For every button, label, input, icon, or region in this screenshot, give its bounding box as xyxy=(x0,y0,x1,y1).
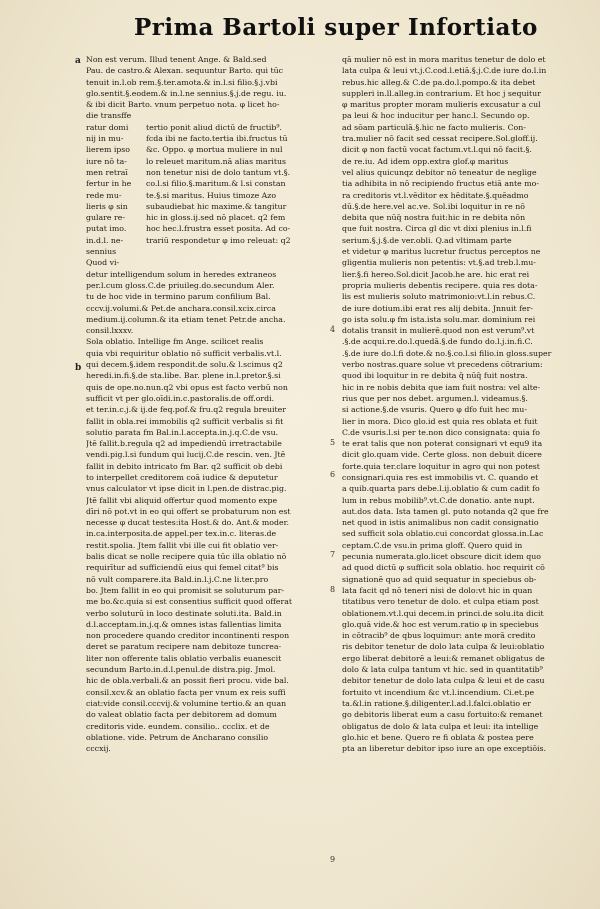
text-line: sufficit vt per glo.oīdi.in.c.pastoralis.de off.ordi. xyxy=(86,393,275,403)
text-line: et videtur φ maritus lucretur fructus perceptos ne xyxy=(342,247,541,257)
text-line: si actione.§.de vsuris. Quero φ dfo fuit hec mu- xyxy=(342,405,527,415)
text-line: dū.§.de here.vel ac.ve. Sol.ibi loquitur in re nō xyxy=(342,201,525,211)
text-line: fallit in obla.rei immobilis q2 sufficit verbalis si fit xyxy=(86,416,284,426)
text-line: trariū respondetur φ imo releuat: q2 xyxy=(146,235,291,245)
text-line: titatibus vero tenetur de dolo. et culpa etiam post xyxy=(342,597,539,607)
text-line: hoc hec.l.frustra esset posita. Ad co- xyxy=(146,224,291,234)
margin-number-9: 9 xyxy=(330,855,336,864)
text-line: vel alius quicunqz debitor nō teneatur de neglige xyxy=(342,167,537,177)
text-line: lierem ipso xyxy=(86,145,130,155)
text-line: nō vult comparere.ita Bald.in.l.j.C.ne li.ter.pro xyxy=(86,574,269,584)
text-line: go ista solu.φ fm ista.ista solu.mar. dominium rei xyxy=(342,314,536,324)
text-line: deret se paratum recipere nam debitoze tuncrea- xyxy=(86,642,282,652)
text-line: die transffe xyxy=(86,111,132,121)
text-line: liter non offerente talis oblatio verbalis euanescit xyxy=(86,653,282,663)
text-line: secundum Barto.in.d.l.penul.de distra.pig. Jmol. xyxy=(86,665,276,675)
text-line: serium.§.j.§.de ver.obli. Q.ad vltimam parte xyxy=(342,235,512,245)
text-line: Jtē fallit.b.regula q2 ad impediendū irretractabile xyxy=(86,439,282,449)
text-line: debitor tenetur de dolo lata culpa & leui et de casu xyxy=(342,676,545,686)
margin-number-8: 8 xyxy=(330,585,336,594)
text-line: ad quod dictū φ sufficit sola oblatio. hoc requirit cō xyxy=(342,563,545,573)
running-head: Prima Bartoli super Infortiato xyxy=(134,14,538,41)
text-line: obligatus de dolo & lata culpa et leui: ita intellige xyxy=(342,721,539,731)
text-line: restit.spolia. Jtem fallit vbi ille cui fit oblatio ver- xyxy=(86,540,279,550)
text-line: iure nō ta- xyxy=(86,156,127,166)
text-line: sed sufficit sola oblatio.cui concordat glossa.in.Lac xyxy=(342,529,544,539)
text-line: subaudiebat hic maxime.& tangitur xyxy=(146,201,287,211)
text-line: balis dicat se nolle recipere quia tūc illa oblatio nō xyxy=(86,552,287,562)
text-line: pa leui & hoc inducitur per hanc.l. Secundo op. xyxy=(342,111,530,121)
text-line: gulare re- xyxy=(86,213,125,223)
text-line: quia vbi requiritur oblatio nō sufficit verbalis.vt.l. xyxy=(86,348,282,358)
text-line: Quod vi- xyxy=(86,258,120,268)
text-line: lier.§.fi hereo.Sol.dicit Jacob.he are. hic erat rei xyxy=(342,269,530,279)
left-top-block xyxy=(86,54,340,122)
text-line: consil.xcv.& an oblatio facta per vnum ex reis suffi xyxy=(86,687,286,697)
text-line: consignari.quia res est immobilis vt. C. quando et xyxy=(342,472,539,482)
text-line: rius que per nos debet. argumen.l. videamus.§. xyxy=(342,393,528,403)
text-line: medium.ij.column.& ita etiam tenet Petr.de ancha. xyxy=(86,314,286,324)
text-line: glo.sentit.§.eodem.& in.l.ne sennius.§.j.de regu. iu. xyxy=(86,88,287,98)
text-line: fertur in he xyxy=(86,179,132,189)
narrow-subcolumn xyxy=(86,122,138,258)
text-line: Non est verum. Illud tenent Ange. & Bald.sed xyxy=(86,55,267,64)
text-line: cccv.ij.volumi.& Pet.de anchara.consil.xcix.circa xyxy=(86,303,276,313)
margin-number-7: 7 xyxy=(330,550,336,559)
text-line: solutio parata fm Bal.in.l.accepta.in.j.q.C.de vsu. xyxy=(86,427,279,437)
text-line: glo.hic et bene. Quero re fi oblata & postea pere xyxy=(342,732,534,742)
text-line: tia adhibita in nō recipiendo fructus etiā ante mo- xyxy=(342,179,539,189)
text-line: lis est mulieris soluto matrimonio:vt.l.in rebus.C. xyxy=(342,292,536,302)
text-line: φ maritus propter moram mulieris excusatur a cul xyxy=(342,100,541,110)
text-line: creditoris vide. eundem. consilio.. ccclix. et de xyxy=(86,721,270,731)
text-line: non procedere quando creditor incontinenti respon xyxy=(86,631,290,641)
text-line: et ter.in.c.j.& ij.de feq.pof.& fru.q2 regula breuiter xyxy=(86,405,286,415)
left-column xyxy=(86,54,340,899)
text-line: ratur domi xyxy=(86,122,129,132)
text-line: forte.quia ter.clare loquitur in agro qui non potest xyxy=(342,461,540,471)
text-line: requirītur ad sufficiendū eius qui femel citat⁹ bis xyxy=(86,563,279,573)
text-line: bo. Jtem fallit in eo qui promisit se soluturum par- xyxy=(86,585,285,595)
text-line: pecunia numerata.glo.licet obscure dicit idem quo xyxy=(342,552,541,562)
text-line: in cōtracib⁹ de qbus loquimur: ante morā credito xyxy=(342,631,536,641)
text-line: &c. Oppo. φ mortua muliere in nul xyxy=(146,145,283,155)
text-line: ceptam.C.de vsu.in prima gloff. Quero quid in xyxy=(342,540,523,550)
text-line: tenuit in.l.ob rem.§.ter.amota.& in.l.si filio.§.j.vbi xyxy=(86,77,278,87)
text-line xyxy=(342,766,564,774)
text-line: ciat:vide consil.cccvij.& volumine tertio.& an quan xyxy=(86,698,287,708)
text-line: lier in mora. Dico glo.id est quia res oblata et fuit xyxy=(342,416,538,426)
text-line: gligentia mulieris non petentis: vt.§.ad treb.l.mu- xyxy=(342,258,536,268)
text-line: non tenetur nisi de dolo tantum vt.§. xyxy=(146,167,291,177)
text-line: dotalis transit in mulierē.quod non est verum⁹.vt xyxy=(342,326,535,336)
text-line: fallit in debito intricato fm Bar. q2 sufficit ob debi xyxy=(86,461,283,471)
left-b-block xyxy=(86,336,340,754)
text-line: qā mulier nō est in mora maritus tenetur de dolo et xyxy=(342,55,546,64)
text-line: go debitoris liberat eum a casu fortuito:& remanet xyxy=(342,710,543,720)
text-line: lata facit qd nō teneri nisi de dolo:vt hic in quan xyxy=(342,585,533,595)
text-line: fortuito vt incendium &c vt.l.incendium. Ci.et.pe xyxy=(342,687,535,697)
text-line: d.l.acceptam.in.j.q.& omnes istas fallentias limita xyxy=(86,619,282,629)
text-line: necesse φ ducat testes:ita Host.& do. Ant.& moder. xyxy=(86,518,289,528)
text-line: Jtē fallit vbi aliquid offertur quod momento expe xyxy=(86,495,278,505)
text-line: oblatione. vide. Petrum de Ancharano consilio xyxy=(86,732,269,742)
text-line: in.d.l. ne- xyxy=(86,235,124,245)
text-line: detur intelligendum solum in heredes extraneos xyxy=(86,269,277,279)
right-column xyxy=(342,54,564,774)
text-line: vnus calculator vt ipse dicit in l.pen.de distrac.pig. xyxy=(86,484,287,494)
text-line: co.l.si filio.§.maritum.& l.si constan xyxy=(146,179,286,189)
margin-number-6: 6 xyxy=(330,470,336,479)
text-line: dīri nō pot.vt in eo qui offert se probaturum non est xyxy=(86,506,291,516)
text-line: te.§.si maritus. Huius timoze Azo xyxy=(146,190,277,200)
text-line: Sola oblatio. Intellige fm Ange. scilicet realis xyxy=(86,337,264,347)
text-line: de re.iu. Ad idem opp.extra glof.φ maritus xyxy=(342,156,509,166)
text-line: nij in mu- xyxy=(86,134,124,144)
text-line: Pau. de castro.& Alexan. sequuntur Barto. qui tūc xyxy=(86,66,283,76)
text-line: debita que nūq̄ nostra fuit:hic in re debita nōn xyxy=(342,213,526,223)
text-line: que fuit nostra. Circa gl dic vt dixi plenius in.l.fi xyxy=(342,224,532,234)
text-line: a quib.quarta pars debe.l.ij.oblatio & cum cadit fo xyxy=(342,484,540,494)
wide-subcolumn xyxy=(146,122,340,258)
text-line: tra.mulier nō facit sed cessat recipere.Sol.gloff.ij. xyxy=(342,134,538,144)
text-line: to interpellet creditorem coā iudice & deputetur xyxy=(86,472,278,482)
text-line: in.ca.interposita.de appel.per tex.in.c. literas.de xyxy=(86,529,277,539)
text-line: verbo nostras.quare solue vt precedens cōtrarium: xyxy=(342,360,543,370)
text-line: suppleri in.ll.alleg.in contrarium. Et hoc j sequitur xyxy=(342,88,541,98)
text-line: per.l.cum gloss.C.de priuileg.do.secundum Aler. xyxy=(86,280,275,290)
text-line: hic de obla.verbali.& an possit fieri procu. vide bal. xyxy=(86,676,289,686)
text-line: lieris φ sin xyxy=(86,201,128,211)
text-line: qui decem.§.idem respondit.de solu.& l.scimus q2 xyxy=(86,360,283,370)
text-line: dicit glo.quam vide. Certe gloss. non debuit dicere xyxy=(342,450,542,460)
text-line: rede mu- xyxy=(86,190,122,200)
text-line: dicit φ non factū vocat factum.vt.l.qui nō facit.§. xyxy=(342,145,532,155)
text-line: quod ibi loquitur in re debita q̄ nūq̄ fuit nostra. xyxy=(342,371,528,381)
left-split-block xyxy=(86,122,340,258)
text-line: dolo & lata culpa tantum vt hic. sed in quantitatib⁹ xyxy=(342,665,543,675)
text-line xyxy=(342,754,564,765)
text-line: tertio ponit aliud dictū de fructib⁹. xyxy=(146,122,283,132)
text-line: .§.de iure do.l.fi dote.& no.§.co.l.si filio.in gloss.super xyxy=(342,348,552,358)
text-line: de iure dotium.ibi erat res alij debita. Jnnuit fer- xyxy=(342,303,534,313)
text-line: C.de vsuris.l.si per te.non dico consignata: quia fo xyxy=(342,427,540,437)
text-line: & ibi dicit Barto. vnum perpetuo nota. φ licet ho- xyxy=(86,100,280,110)
text-line: ad sōam particulā.§.hic ne facto mulieris. Con- xyxy=(342,122,526,132)
text-line: verbo soluturū in loco destinate soluti.ita. Bald.in xyxy=(86,608,282,618)
text-line: heredi.in.fi.§.de sta.libe. Bar. plene in.l.pretor.§.si xyxy=(86,371,281,381)
text-line: men retraī xyxy=(86,167,128,177)
text-line: tu de hoc vide in termino parum confilium Bal. xyxy=(86,292,271,302)
text-line: hic in re nobis debita que iam fuit nostra: vel alte- xyxy=(342,382,541,392)
margin-number-4: 4 xyxy=(330,325,336,334)
text-line: sennius xyxy=(86,247,117,257)
text-line: putat imo. xyxy=(86,224,127,234)
text-line: pta an liberetur debitor ipso iure an ope exceptiōis. xyxy=(342,744,547,754)
text-line: ris debitor tenetur de dolo lata culpa & leui:oblatio xyxy=(342,642,545,652)
text-line: ra creditoris vt.l.vēditor ex hēditate.§.quēadmo xyxy=(342,190,529,200)
text-line: rebus.hic alleg.& C.de pa.do.l.pompo.& ita debet xyxy=(342,77,536,87)
text-line: ta.&l.in ratione.§.diligenter.l.ad.l.falci.oblatio er xyxy=(342,698,531,708)
text-line: lum in rebus mobilib⁹.vt.C.de donatio. ante nupt. xyxy=(342,495,535,505)
text-line: hic in gloss.ij.sed nō placet. q2 fem xyxy=(146,213,286,223)
margin-mark-b: b xyxy=(75,363,82,373)
text-line: aut.dos data. Ista tamen gl. puto notanda q2 que fre xyxy=(342,506,549,516)
text-line: me bo.&c.quia si est consentius sufficit quod offerat xyxy=(86,597,293,607)
text-line: te erat talis que non poterat consignari vt equ9 ita xyxy=(342,439,543,449)
margin-number-5: 5 xyxy=(330,438,336,447)
text-line: vendi.pig.l.si fundum qui lucij.C.de rescin. ven. Jtē xyxy=(86,450,286,460)
text-line: oblationem.vt.l.qui decem.in princi.de solu.ita dicit xyxy=(342,608,544,618)
text-line: consil.lxxxv. xyxy=(86,326,134,336)
text-line: do valeat oblatio facta per debitorem ad domum xyxy=(86,710,277,720)
text-line: glo.quā vide.& hoc est verum.ratio φ in speciebus xyxy=(342,619,539,629)
text-line: lata culpa & leui vt.j.C.cod.l.etiā.§.j.C.de iure do.l.in xyxy=(342,66,547,76)
left-mid-block xyxy=(86,257,340,336)
text-line: ergo liberat debitorē a leui:& remanet obligatus de xyxy=(342,653,545,663)
margin-mark-a: a xyxy=(75,56,81,66)
text-line: net quod in istis animalibus non cadit consignatio xyxy=(342,518,539,528)
text-line: lo releuet maritum.nā alias maritus xyxy=(146,156,286,166)
text-line: propria mulieris debentis recipere. quia res dota- xyxy=(342,280,538,290)
text-line: .§.de acqui.re.do.l.quedā.§.de fundo do.l.j.in.fi.C. xyxy=(342,337,533,347)
text-line: fcda ibi ne facto.tertia ibi.fructus tū xyxy=(146,134,288,144)
text-line: cccxij. xyxy=(86,744,111,754)
text-line: signationē quo ad quid sequatur in speciebus ob- xyxy=(342,574,537,584)
text-line: quis de ope.no.nun.q2 vbi opus est facto verbū non xyxy=(86,382,288,392)
